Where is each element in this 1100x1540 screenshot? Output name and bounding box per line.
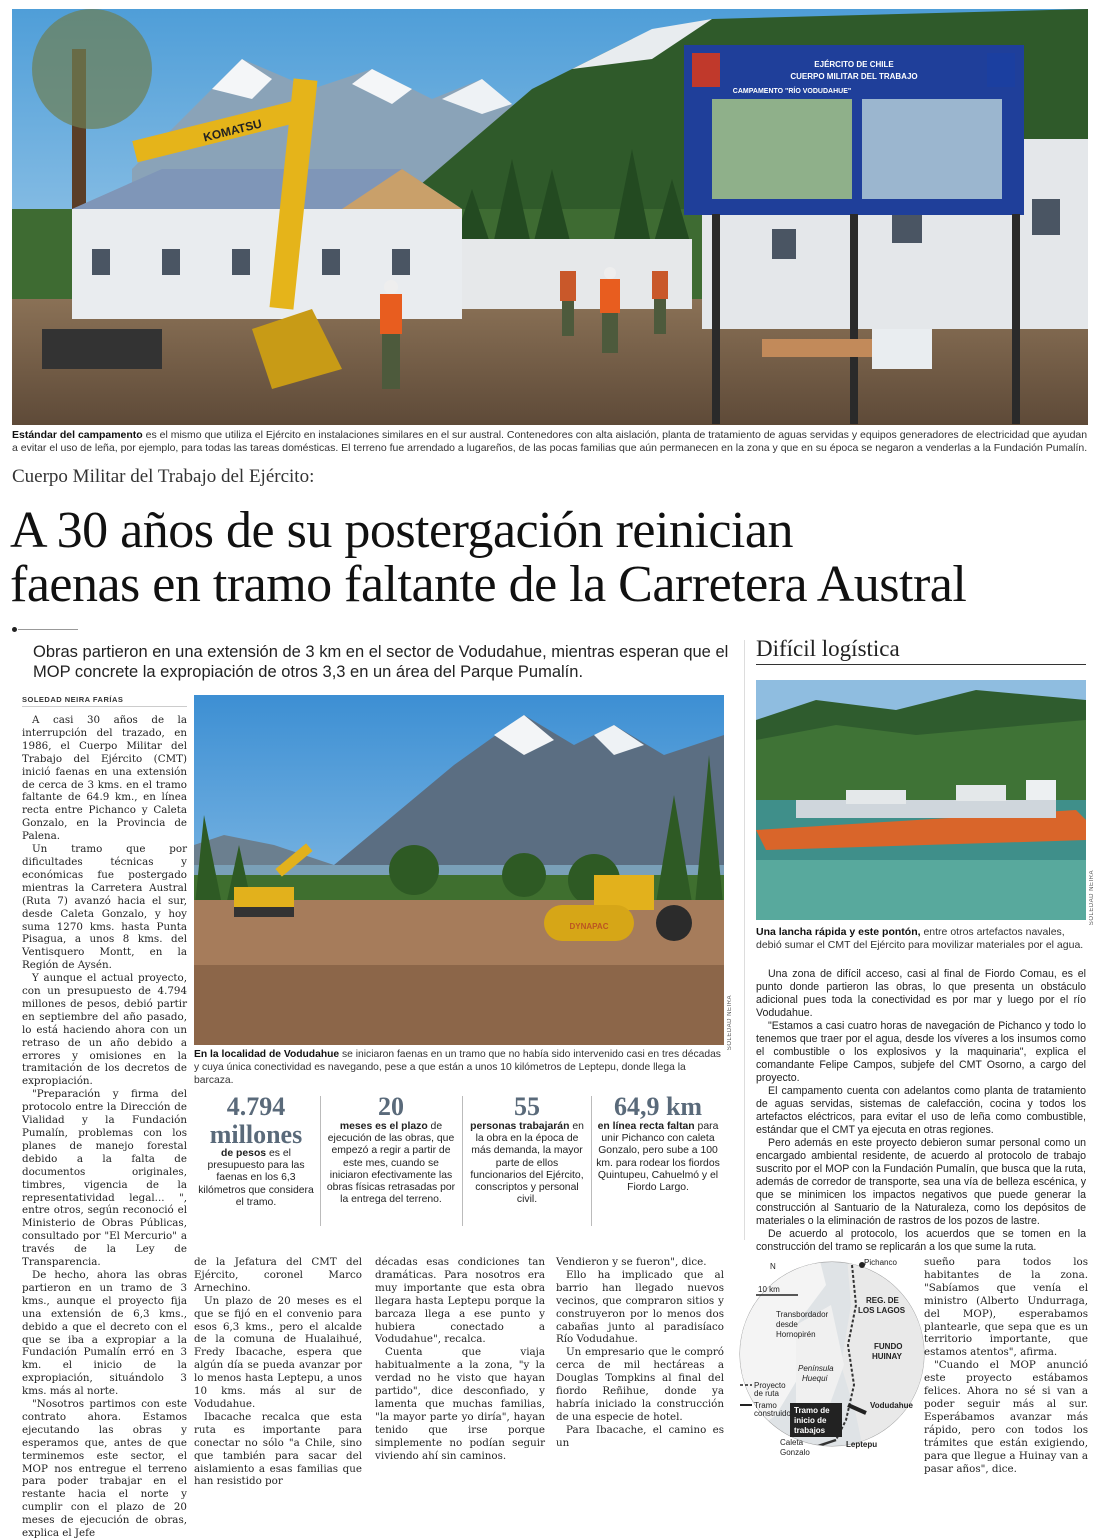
col4-paragraph: Ello ha implicado que al barrio han llegado nuevos vecinos, que compraron sitios y construyeron por lo menos dos cabañas junto al paradisíaco Río Vodudahue. — [556, 1268, 724, 1346]
stat-budget-bold: de pesos — [221, 1148, 267, 1159]
sidebar-photo — [756, 680, 1086, 920]
sidebar-paragraph: Pero además en este proyecto debieron sumar personal como un encargado ambiental residente, de acuerdo al protocolo de trabajo suscrito por el MOP con la Fundación Pumalín, que busca que la ruta, además de corredor de transporte, sea una vía de belleza escénica, y que se minimicen los impactos negativos que puede generar la construcción al Santuario de la Naturaleza, como los depósitos de materiales o la eliminación de rastros de los pozos de lastre. — [756, 1137, 1086, 1227]
headline — [10, 504, 1095, 612]
stat-duration-number: 20 — [378, 1092, 404, 1121]
headline-line-2: faenas en tramo faltante de la Carretera Austral — [10, 556, 967, 613]
map-vodudahue: Vodudahue — [870, 1401, 913, 1410]
stat-budget-unit: millones — [209, 1120, 303, 1149]
stat-distance-bold: en línea recta faltan — [597, 1121, 695, 1132]
col1-paragraph: Un tramo que por dificultades técnicas y económicas fue postergado mientras la Carretera Austral (Ruta 7) avanzó hacia el sur, desde Caleta Gonzalo, y hoy suma 1270 kms. hasta Punta Pisagua, a unos 8 kms. del Ventisquero Montt, en la Región de Aysén. — [22, 843, 187, 972]
map-scale: 10 km — [758, 1285, 780, 1294]
bullet-dot — [12, 627, 17, 632]
sign-camp: CAMPAMENTO "RÍO VODUDAHUE" — [732, 88, 852, 95]
map-peninsula-1: Península — [798, 1364, 834, 1373]
map-leptepu: Leptepu — [846, 1440, 878, 1449]
mid-caption-text: se iniciaron faenas en un tramo que no había sido intervenido casi en tres décadas y cuya única conectividad es navegando, pese a que están a unos 10 kilómetros de Leptepu, donde llega la barcaza. — [194, 1049, 721, 1086]
sidebar-title: Difícil logística — [756, 636, 900, 661]
stat-budget — [196, 1093, 316, 1233]
stat-budget-text: es el presupuesto para las faenas en los 6,3 kilómetros que considera el tramo. — [198, 1148, 314, 1208]
col2-paragraph: de la Jefatura del CMT del Ejército, coronel Marco Arnechino. — [194, 1256, 362, 1294]
column-3 — [375, 1256, 545, 1463]
roller-brand: DYNAPAC — [569, 922, 609, 931]
stat-workers-bold: personas trabajarán — [470, 1121, 570, 1132]
sidebar-paragraph: De acuerdo al protocolo, los acuerdos que se tomen en la construcción del tramo se replicarán a los que sume la ruta. — [756, 1228, 1086, 1253]
sidebar-caption-lead: Una lancha rápida y este pontón, — [756, 926, 921, 938]
map-transbordador-3: Hornopirén — [776, 1330, 816, 1339]
col3-paragraph: Cuenta que viaja habitualmente a la zona, "y la verdad no he visto que hayan partido", dice desconfiado, y lamenta que muchas familias, "la mayor parte yo diría", hayan tenido que irse porque simplemente no podían seguir viviendo ahí sin caminos. — [375, 1346, 545, 1462]
map-caleta-1: Caleta — [780, 1438, 804, 1447]
sign-title-2: CUERPO MILITAR DEL TRABAJO — [790, 72, 918, 81]
map-label-pichanco: Pichanco — [864, 1258, 897, 1267]
map-fundo-1: FUNDO — [874, 1342, 903, 1351]
stat-workers — [468, 1093, 586, 1233]
headline-line-1: A 30 años de su postergación reinician — [10, 502, 793, 559]
col5-paragraph: sueño para todos los habitantes de la zona. "Sabíamos que venía el ministro (Alberto Undurraga, del MOP), esperabamos plantearle, que sepa que es un territorio importante, que estamos atentos", afirma. — [924, 1256, 1088, 1359]
col2-paragraph: Un plazo de 20 meses es el que se fijó en el convenio para esos 6,3 kms., pero el alcalde de la comuna de Hualaihué, Fredy Ibacache, espera que algún día se pueda avanzar por lo menos hasta Leptepu, a unos 10 kms. más al sur de Vodudahue. — [194, 1294, 362, 1410]
stat-workers-text: en la obra en la época de más demanda, la mayor parte de ellos funcionarios del Ejército, conscriptos y personal civil. — [470, 1121, 584, 1206]
map-caleta-2: Gonzalo — [780, 1448, 810, 1457]
stat-divider — [462, 1096, 463, 1226]
map-region-1: REG. DE — [866, 1296, 899, 1305]
caption-text: es el mismo que utiliza el Ejército en instalaciones similares en el sur austral. Contenedores con alta aislación, planta de tratamiento de aguas servidas y equipos generadores de electricidad que ayudan a evitar el uso de leña, por ejemplo, para todas las tareas domésticas. El terreno fue arrendado a lugareños, de las pocas familias que aún permanecen en la zona y que en su época se negaron a venderlas a la Fundación Pumalín. — [12, 429, 1088, 454]
map-legend-built-1: Tramo — [754, 1401, 777, 1410]
sidebar-paragraph: Una zona de difícil acceso, casi al final de Fiordo Comau, es el punto donde partieron las obras, lo que presenta un obstáculo adicional pues toda la conectividad es por mar y luego por el río Vodudahue. — [756, 968, 1086, 1019]
sign-title-1: EJÉRCITO DE CHILE — [814, 60, 894, 69]
col4-paragraph: Para Ibacache, el camino es un — [556, 1423, 724, 1449]
mid-photo-credit: SOLEDAD NEIRA — [727, 995, 733, 1051]
top-photo — [12, 9, 1088, 425]
stat-duration-bold: meses es el plazo — [339, 1121, 428, 1132]
stat-budget-number: 4.794 — [226, 1092, 286, 1121]
sidebar-paragraph: El campamento cuenta con adelantos como planta de tratamiento de aguas servidas, sistemas de calefacción, cocina y todos los artefactos eléctricos, para evitar el uso de leña como combustible, estándar que el CMT ya ejecuta en otras regiones. — [756, 1085, 1086, 1136]
map-transbordador-2: desde — [776, 1320, 798, 1329]
map-tramo-2: inicio de — [794, 1416, 827, 1425]
column-1 — [22, 714, 187, 1540]
map-legend-project-1: Proyecto — [754, 1381, 786, 1390]
stat-workers-number: 55 — [514, 1092, 540, 1121]
kicker: Cuerpo Militar del Trabajo del Ejército: — [12, 466, 315, 487]
col1-paragraph: "Nosotros partimos con este contrato ahora. Estamos ejecutando las obras y esperamos que, antes de que terminemos este sector, el MOP nos entregue el terreno para poder trabajar en el restante hacia el norte y cumplir con el plazo de 20 meses de ejecución de obras, explica el Jefe — [22, 1398, 187, 1540]
excavator-brand: KOMATSU — [201, 116, 264, 145]
stat-divider — [591, 1096, 592, 1226]
sidebar-body — [756, 968, 1086, 1254]
map-legend-project-2: de ruta — [754, 1389, 779, 1398]
mid-photo — [194, 695, 724, 1045]
top-photo-caption — [12, 429, 1088, 455]
stat-distance-text: para unir Pichanco con caleta Gonzalo, pero sube a 100 km. para rodear los fiordos Quintupeu, Cahuelmó y el Fiordo Largo. — [596, 1121, 720, 1194]
sidebar-paragraph: "Estamos a casi cuatro horas de navegación de Pichanco y todo lo tenemos que traer por el agua, desde los víveres a los insumos como el combustible o los explosivos y la maquinaria", explica el comandante Felipe Campos, subjefe del CMT Osorno, a cargo del proyecto. — [756, 1020, 1086, 1084]
map-fundo-2: HUINAY — [872, 1352, 902, 1361]
byline: SOLEDAD NEIRA FARÍAS — [22, 695, 124, 704]
col1-paragraph: Y aunque el actual proyecto, con un presupuesto de 4.794 millones de pesos, debió partir en septiembre del año pasado, lo está haciendo ahora con un retraso de un año debido a errores y omisiones en la tramitación de los decretos de expropiación. — [22, 972, 187, 1088]
route-map — [736, 1245, 928, 1463]
mid-caption-lead: En la localidad de Vodudahue — [194, 1049, 340, 1060]
map-transbordador-1: Transbordador — [776, 1310, 829, 1319]
col3-paragraph: décadas esas condiciones tan dramáticas. Para nosotros era muy importante que esta obra llegara hasta Leptepu porque la barcaza llega a ese punto y hubiera conectado a Vodudahue", recalca. — [375, 1256, 545, 1346]
column-5 — [924, 1256, 1088, 1475]
map-region-2: LOS LAGOS — [858, 1306, 906, 1315]
map-tramo-1: Tramo de — [794, 1406, 830, 1415]
sidebar-title-rule — [756, 664, 1086, 665]
stat-distance — [596, 1093, 720, 1233]
sidebar-divider — [744, 640, 745, 1240]
col4-paragraph: Vendieron y se fueron", dice. — [556, 1256, 707, 1268]
sidebar-caption-text: entre otros artefactos navales, debió sumar el CMT del Ejército para movilizar materiales por el agua. — [756, 926, 1084, 951]
deck: Obras partieron en una extensión de 3 km en el sector de Vodudahue, mientras esperan que el MOP concrete la expropiación de otros 3,3 en un área del Parque Pumalín. — [33, 643, 729, 681]
col2-paragraph: Ibacache recalca que esta ruta es importante para conectar no sólo "a Chile, sino que también para sacar del aislamiento a esas familias que han resistido por — [194, 1410, 362, 1488]
mid-photo-caption — [194, 1048, 724, 1087]
stat-duration-text: de ejecución de las obras, que empezó a regir a partir de este mes, cuando se iniciaron efectivamente las obras físicas retrasadas por la entrega del terreno. — [326, 1121, 456, 1206]
column-2 — [194, 1256, 362, 1488]
map-legend-built-2: construido — [754, 1409, 791, 1418]
col5-paragraph: "Cuando el MOP anunció este proyecto estábamos felices. Ahora no sé si van a poder seguir más al sur. Esperábamos avanzar más rápido, pero con todos los trámites que están exigiendo, para que llegue a Huinay van a pasar años", dice. — [924, 1359, 1088, 1475]
stat-divider — [320, 1096, 321, 1226]
col1-paragraph: A casi 30 años de la interrupción del trazado, en 1986, el Cuerpo Militar del Trabajo del Ejército (CMT) inició faenas en una extensión de cerca de 3 kms. en el tramo faltante de 64.9 km., en línea recta entre Pichanco y Caleta Gonzalo, en la Provincia de Palena. — [22, 714, 187, 843]
map-north: N — [770, 1262, 776, 1271]
map-peninsula-2: Huequi — [802, 1374, 828, 1383]
column-4 — [556, 1256, 724, 1450]
stat-duration — [326, 1093, 456, 1233]
sidebar-caption — [756, 926, 1088, 952]
col1-paragraph: De hecho, ahora las obras partieron en un tramo de 3 kms., aunque el proyecto fija una extensión de 6,3 kms., debido a que el decreto con el que se iba a expropiar a la Fundación Pumalín erró en 3 km. el inicio de la expropiación, situándolo 3 kms. más al norte. — [22, 1268, 187, 1398]
caption-lead: Estándar del campamento — [12, 429, 143, 441]
map-tramo-3: trabajos — [794, 1426, 826, 1435]
col4-paragraph: Un empresario que le compró cerca de mil hectáreas a Douglas Tompkins al final del fiordo Reñihue, donde ya habría iniciado la construcción de una especie de hotel. — [556, 1346, 724, 1423]
col1-paragraph: "Preparación y firma del protocolo entre la Dirección de Vialidad y la Fundación Pumalín, problemas con los planes de manejo forestal debido a la falta de documentos originales, timbres, vigencia de la representatividad legal... ", entre otros, según reconoció el Ministerio de Obras Públicas, consultado por "El Mercurio" a través de la Ley de Transparencia. — [22, 1088, 187, 1269]
byline-rule — [22, 706, 187, 707]
stat-distance-number: 64,9 km — [613, 1092, 703, 1121]
bullet-rule — [18, 629, 78, 630]
sidebar-photo-credit: SOLEDAD NEIRA — [1089, 870, 1095, 926]
